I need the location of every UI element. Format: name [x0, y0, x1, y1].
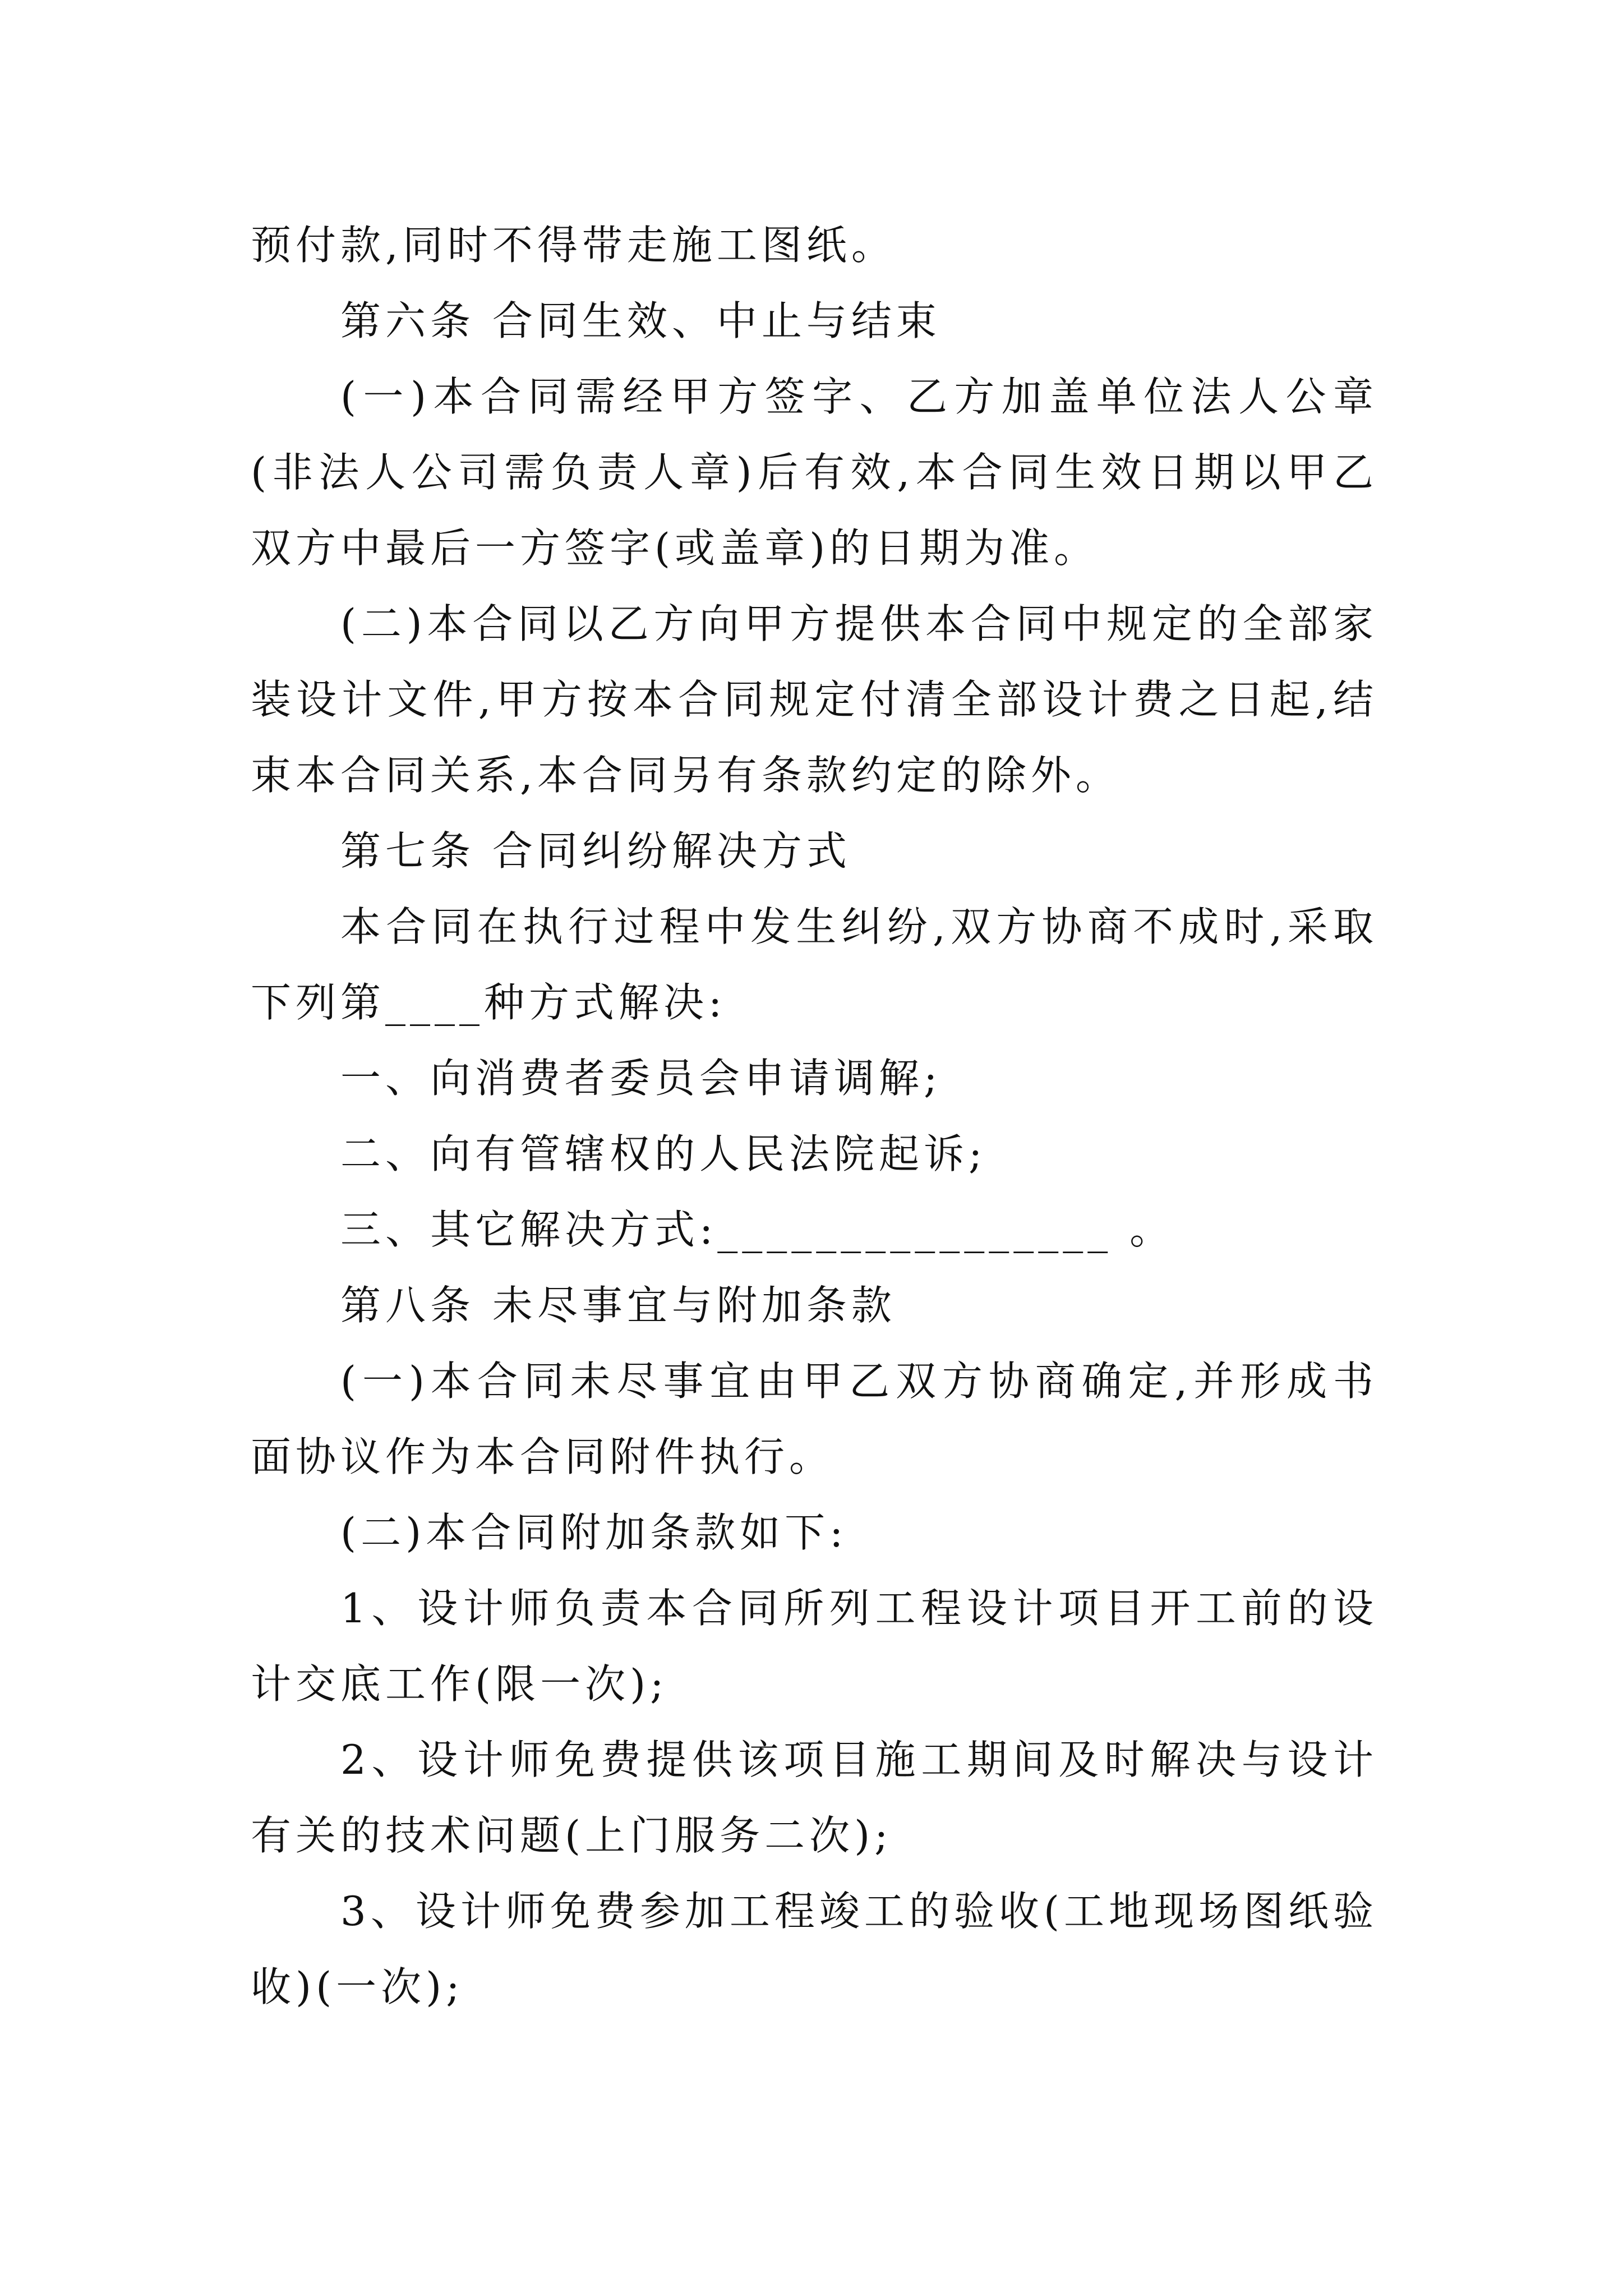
list-item-option-2: 二、向有管辖权的人民法院起诉;: [340, 1130, 987, 1177]
document-body: [251, 208, 1378, 2025]
list-item-additional-3: 3、设计师免费参加工程竣工的验收(工地现场图纸验收)(一次);: [251, 1888, 1378, 2010]
list-item-additional-2: 2、设计师免费提供该项目施工期间及时解决与设计有关的技术问题(上门服务二次);: [251, 1736, 1378, 1859]
heading-article-7: 第七条 合同纠纷解决方式: [340, 827, 851, 875]
list-item-option-1: 一、向消费者委员会申请调解;: [340, 1055, 942, 1102]
heading-article-8: 第八条 未尽事宜与附加条款: [340, 1282, 896, 1329]
paragraph-article-6-clause-2: (二)本合同以乙方向甲方提供本合同中规定的全部家装设计文件,甲方按本合同规定付清全部设计费之日起,结束本合同关系,本合同另有条款约定的除外。: [251, 600, 1378, 799]
paragraph-article-8-clause-1: (一)本合同未尽事宜由甲乙双方协商确定,并形成书面协议作为本合同附件执行。: [251, 1358, 1378, 1480]
paragraph-prepayment-end: 预付款,同时不得带走施工图纸。: [251, 222, 896, 269]
paragraph-article-7-intro: 本合同在执行过程中发生纠纷,双方协商不成时,采取下列第____种方式解决:: [251, 903, 1378, 1026]
paragraph-article-8-clause-2: (二)本合同附加条款如下:: [340, 1509, 848, 1556]
heading-article-6: 第六条 合同生效、中止与结束: [340, 297, 941, 344]
list-item-option-3: 三、其它解决方式:________________ 。: [340, 1206, 1175, 1253]
list-item-additional-1: 1、设计师负责本合同所列工程设计项目开工前的设计交底工作(限一次);: [251, 1585, 1378, 1708]
paragraph-article-6-clause-1: (一)本合同需经甲方签字、乙方加盖单位法人公章(非法人公司需负责人章)后有效,本合同生效日期以甲乙双方中最后一方签字(或盖章)的日期为准。: [251, 373, 1378, 572]
